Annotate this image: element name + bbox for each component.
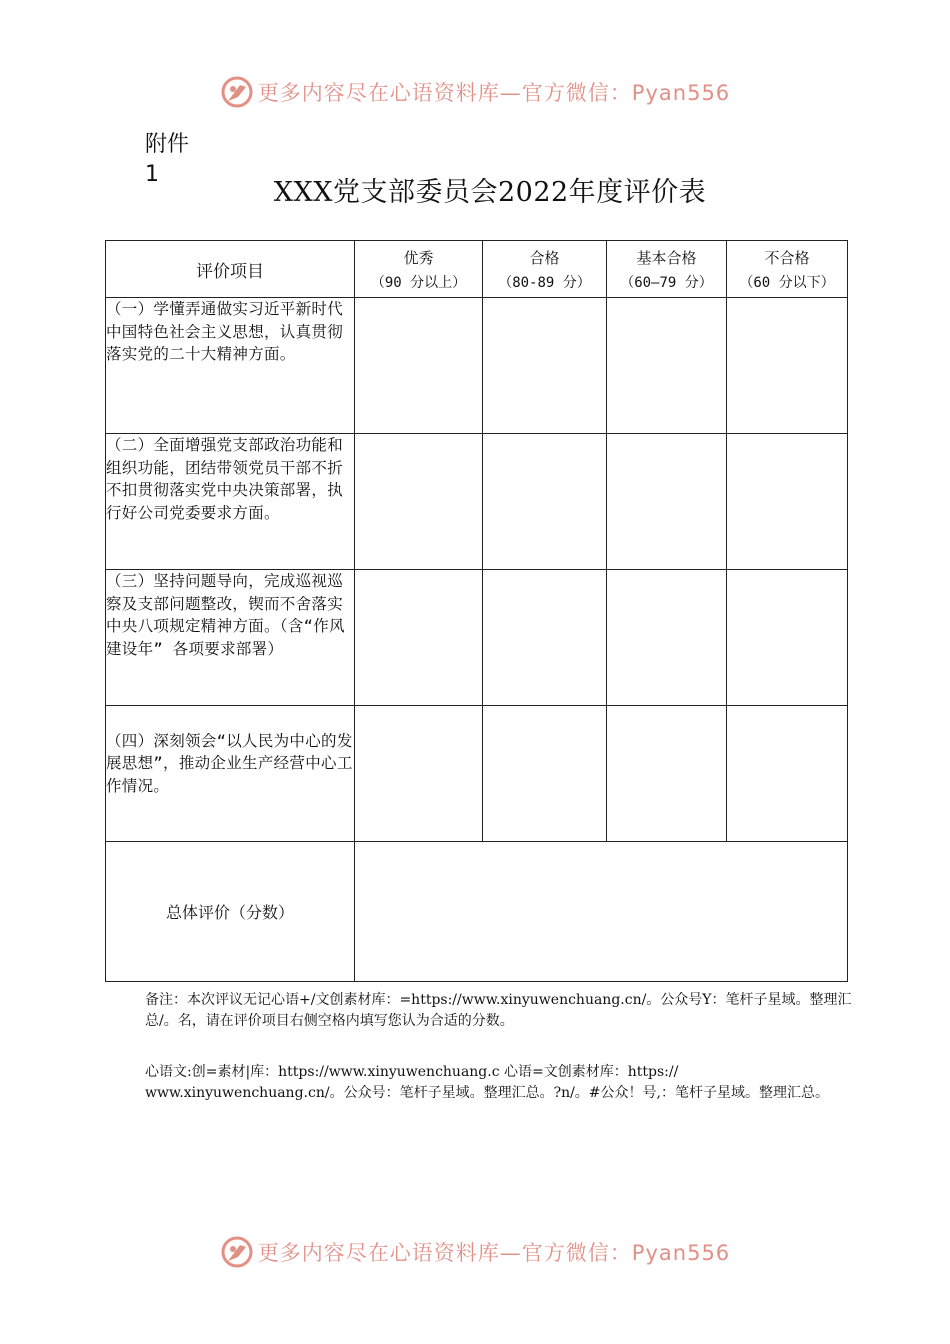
row-item-text: （一）学懂弄通做实习近平新时代中国特色社会主义思想，认真贯彻落实党的二十大精神方面。 <box>106 298 355 434</box>
header-banner <box>0 72 950 112</box>
banner-text: 更多内容尽在心语资料库—官方微信：Pyan556 <box>257 81 731 105</box>
mascot-logo-icon <box>220 1235 254 1269</box>
total-score-cell[interactable] <box>355 842 848 982</box>
table-row <box>106 706 848 842</box>
score-cell[interactable] <box>483 298 607 434</box>
score-cell[interactable] <box>727 434 848 570</box>
score-cell[interactable] <box>483 706 607 842</box>
score-cell[interactable] <box>607 434 727 570</box>
table-row <box>106 570 848 706</box>
score-cell[interactable] <box>355 298 483 434</box>
score-cell[interactable] <box>355 570 483 706</box>
header-basic-qualified: 基本合格 （60—79 分） <box>607 241 727 298</box>
footer-banner <box>0 1232 950 1272</box>
header-item: 评价项目 <box>106 241 355 298</box>
score-cell[interactable] <box>727 706 848 842</box>
header-qualified: 合格 （80-89 分） <box>483 241 607 298</box>
score-cell[interactable] <box>727 570 848 706</box>
mascot-logo-icon <box>220 75 254 109</box>
table-row <box>106 434 848 570</box>
score-cell[interactable] <box>727 298 848 434</box>
score-cell[interactable] <box>355 706 483 842</box>
attachment-label: 附件 1 <box>145 132 190 187</box>
row-item-text: （三）坚持问题导向，完成巡视巡察及支部问题整改，锲而不舍落实中央八项规定精神方面。（含“作风建设年” 各项要求部署） <box>106 570 355 706</box>
header-excellent: 优秀 （90 分以上） <box>355 241 483 298</box>
header-unqualified: 不合格 （60 分以下） <box>727 241 848 298</box>
score-cell[interactable] <box>355 434 483 570</box>
banner-text: 更多内容尽在心语资料库—官方微信：Pyan556 <box>257 1241 731 1265</box>
page-title: XXX党支部委员会2022年度评价表 <box>273 177 707 208</box>
row-item-text: （四）深刻领会“以人民为中心的发展思想”，推动企业生产经营中心工作情况。 <box>106 706 355 842</box>
score-cell[interactable] <box>607 298 727 434</box>
remark-note: 备注：本次评议无记心语+/文创素材库：=https://www.xinyuwenchuang.cn/。公众号Y：笔杆子星域。整理汇总/。名，请在评价项目右侧空格内填写您认为合适的分数。 <box>145 992 852 1029</box>
evaluation-table <box>105 240 848 982</box>
score-cell[interactable] <box>607 570 727 706</box>
table-row <box>106 298 848 434</box>
source-note: 心语文:创=素材|库：https://www.xinyuwenchuang.c 心语=文创素材库：https:// www.xinyuwenchuang.cn/。公众号：笔杆子星域。整理汇总。?n/。#公众！号,：笔杆子星域。整理汇总。 <box>145 1064 829 1101</box>
table-header-row <box>106 241 848 298</box>
score-cell[interactable] <box>607 706 727 842</box>
total-label: 总体评价（分数） <box>106 842 355 982</box>
total-row <box>106 842 848 982</box>
row-item-text: （二）全面增强党支部政治功能和组织功能，团结带领党员干部不折不扣贯彻落实党中央决策部署，执行好公司党委要求方面。 <box>106 434 355 570</box>
score-cell[interactable] <box>483 570 607 706</box>
score-cell[interactable] <box>483 434 607 570</box>
